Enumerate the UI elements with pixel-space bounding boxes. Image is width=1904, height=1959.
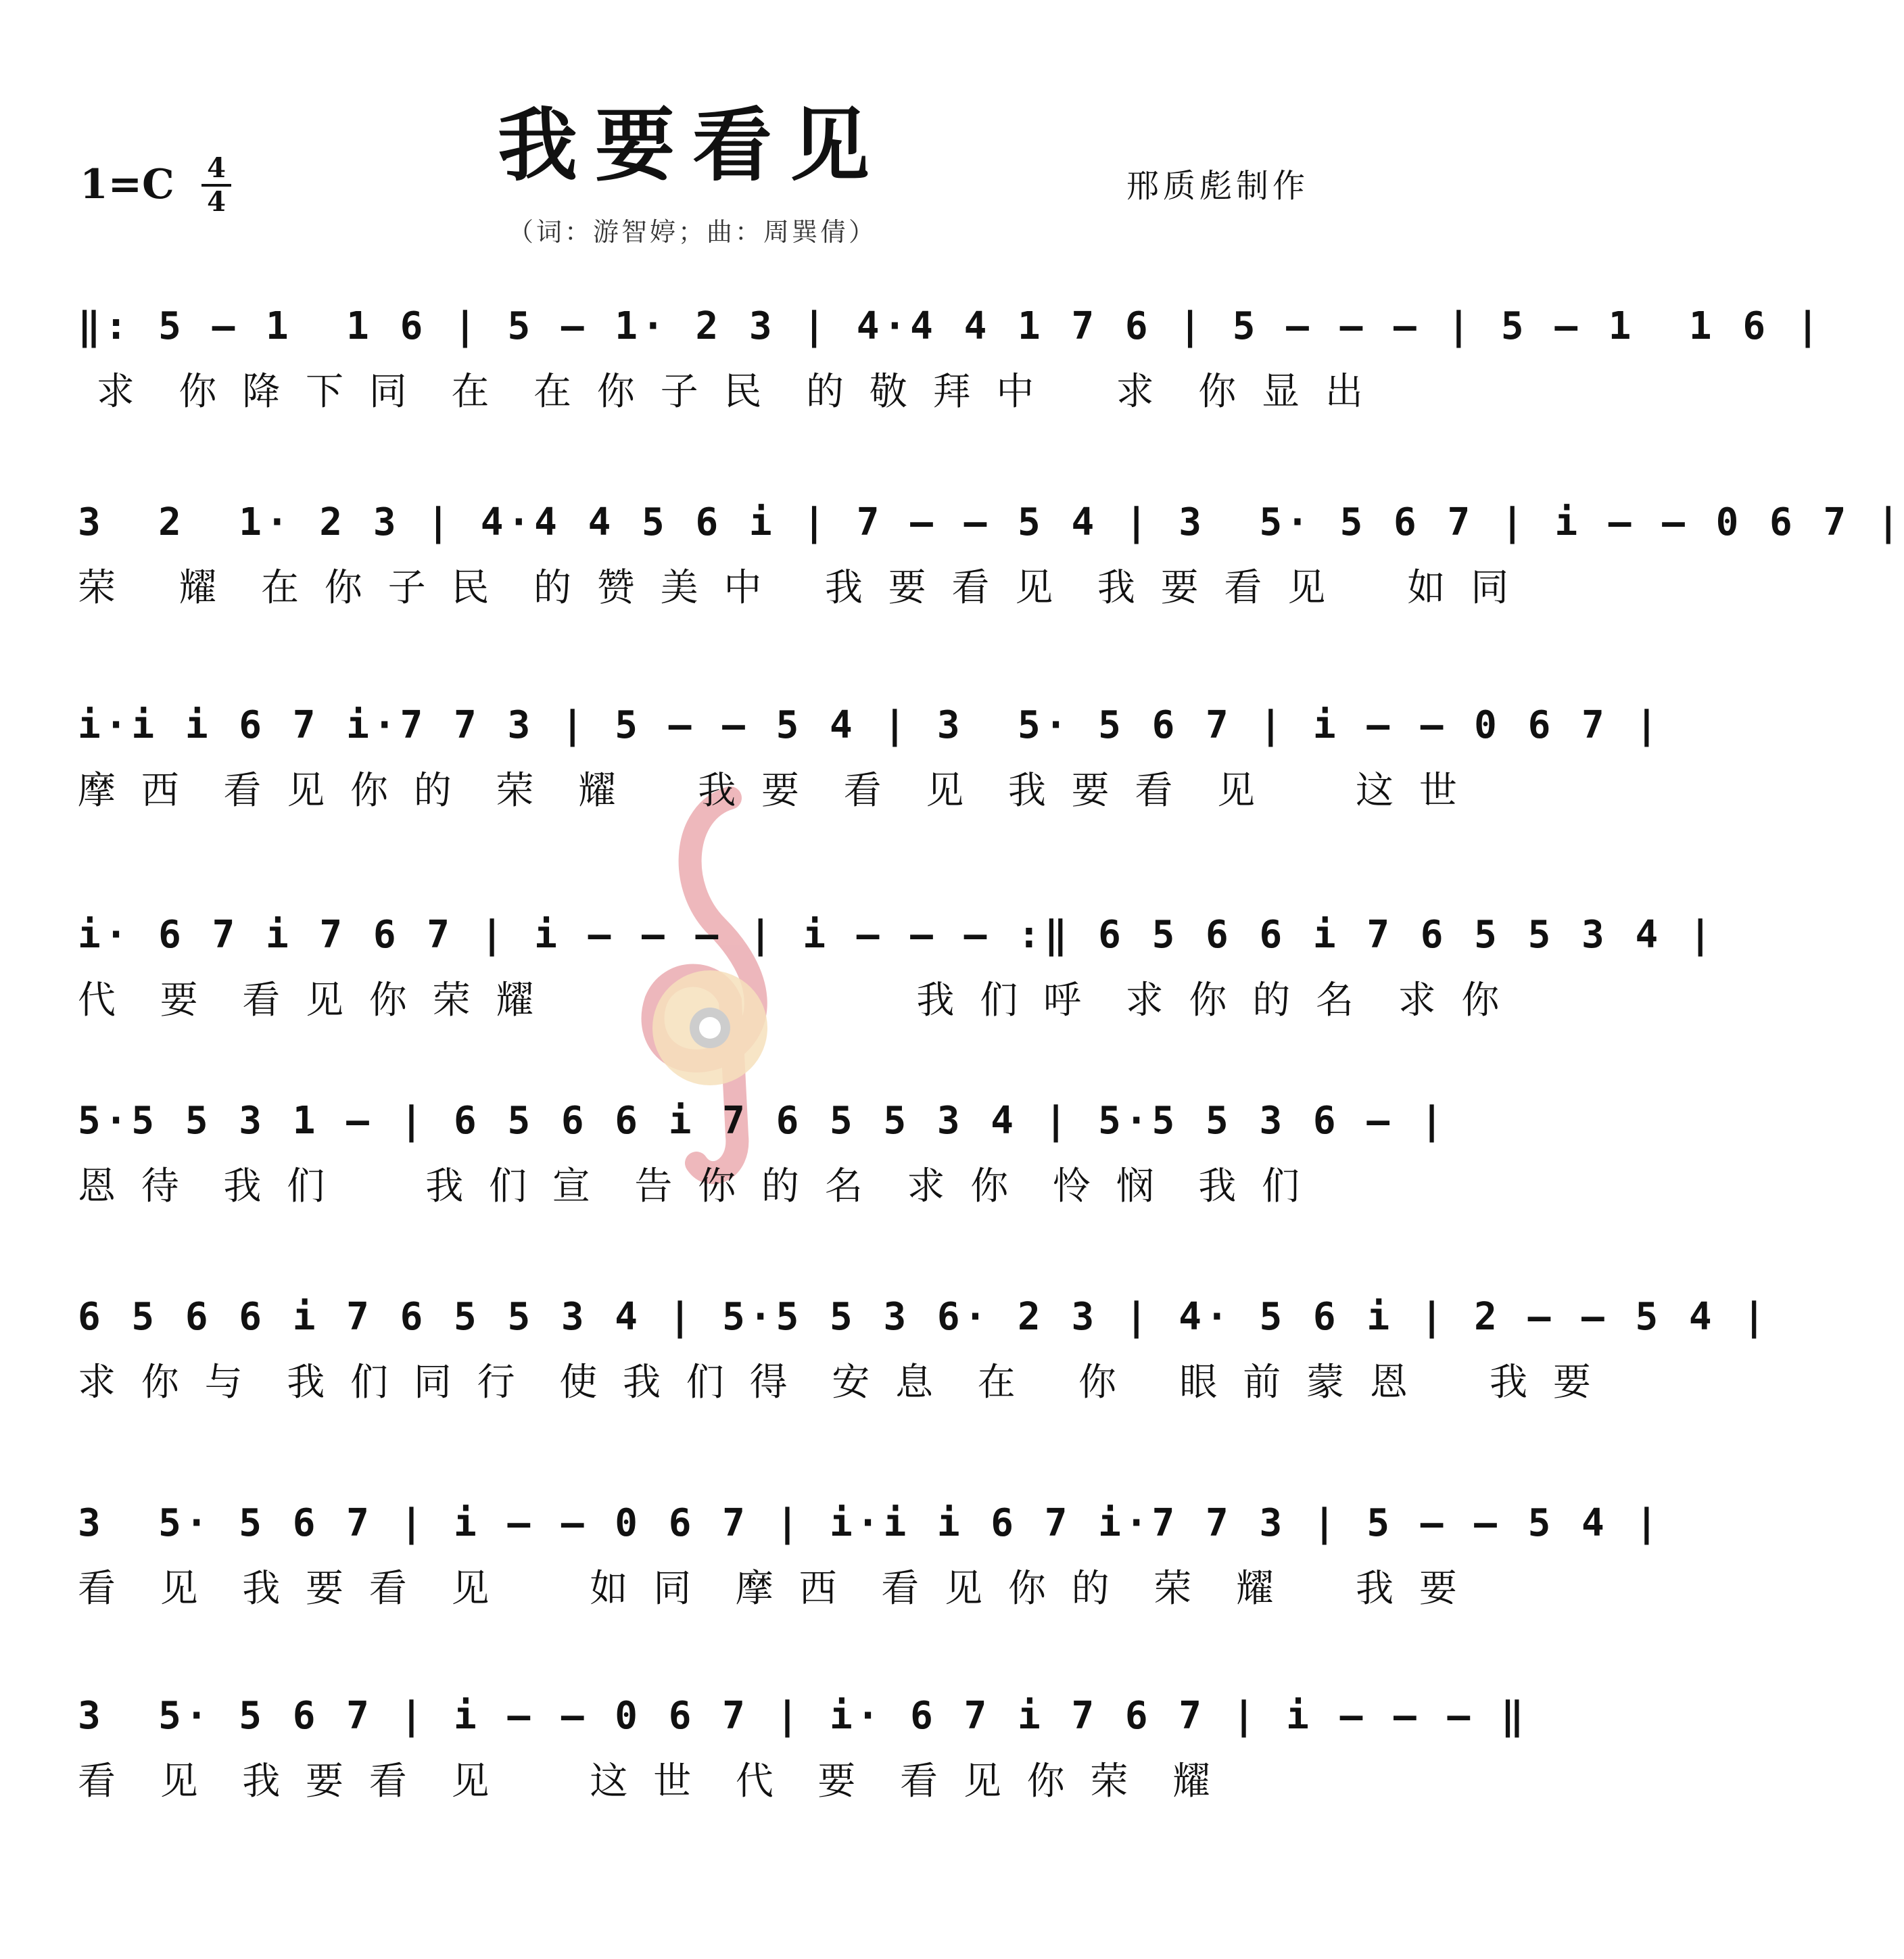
music-system-5 [78, 1092, 1448, 1227]
key-signature: 1=C [80, 161, 174, 208]
lyrics-line: 求 你 降 下 同 在 在 你 子 民 的 敬 拜 中 求 你 显 出 [78, 370, 1370, 414]
meter-top: 4 [207, 152, 226, 184]
music-system-3 [78, 697, 1663, 832]
music-system-6 [78, 1288, 1770, 1423]
music-system-8 [78, 1687, 1528, 1822]
lyrics-line: 荣 耀 在 你 子 民 的 赞 美 中 我 要 看 见 我 要 看 见 如 同 [78, 566, 1516, 610]
music-system-1 [78, 298, 1824, 433]
lyricist-composer-credit: （词：游智婷；曲：周巽倩） [507, 217, 877, 247]
maker-credit: 邢质彪制作 [1126, 167, 1309, 205]
song-title: 我要看见 [497, 98, 887, 192]
notation-line: 3 5· 5 6 7 | i – – 0 6 7 | i·i i 6 7 i·7 7 3 | 5 – – 5 4 | [78, 1501, 1663, 1545]
music-system-4 [78, 906, 1716, 1041]
music-system-2 [78, 494, 1904, 629]
notation-line: 3 2 1· 2 3 | 4·4 4 5 6 i | 7 – – 5 4 | 3 5· 5 6 7 | i – – 0 6 7 | [78, 500, 1904, 544]
notation-line: i·i i 6 7 i·7 7 3 | 5 – – 5 4 | 3 5· 5 6 7 | i – – 0 6 7 | [78, 703, 1663, 747]
notation-line: i· 6 7 i 7 6 7 | i – – – | i – – – :‖ 6 5 6 6 i 7 6 5 5 3 4 | [78, 913, 1716, 957]
time-signature [201, 154, 231, 216]
notation-line: 3 5· 5 6 7 | i – – 0 6 7 | i· 6 7 i 7 6 7 | i – – – ‖ [78, 1694, 1528, 1738]
lyrics-line: 恩 待 我 们 我 们 宣 告 你 的 名 求 你 怜 悯 我 们 [78, 1164, 1307, 1208]
notation-line: 5·5 5 3 1 – | 6 5 6 6 i 7 6 5 5 3 4 | 5·5 5 3 6 – | [78, 1099, 1448, 1143]
lyrics-line: 代 要 看 见 你 荣 耀 我 们 呼 求 你 的 名 求 你 [78, 978, 1506, 1022]
lyrics-line: 看 见 我 要 看 见 这 世 代 要 看 见 你 荣 耀 [78, 1760, 1218, 1803]
notation-line: ‖: 5 – 1 1 6 | 5 – 1· 2 3 | 4·4 4 1 7 6 | 5 – – – | 5 – 1 1 6 | [78, 304, 1824, 348]
lyrics-line: 摩 西 看 见 你 的 荣 耀 我 要 看 见 我 要 看 见 这 世 [78, 769, 1464, 813]
music-system-7 [78, 1494, 1663, 1630]
meter-bottom: 4 [207, 186, 226, 218]
lyrics-line: 求 你 与 我 们 同 行 使 我 们 得 安 息 在 你 眼 前 蒙 恩 我 要 [78, 1361, 1598, 1405]
notation-line: 6 5 6 6 i 7 6 5 5 3 4 | 5·5 5 3 6· 2 3 | 4· 5 6 i | 2 – – 5 4 | [78, 1295, 1770, 1339]
lyrics-line: 看 见 我 要 看 见 如 同 摩 西 看 见 你 的 荣 耀 我 要 [78, 1567, 1464, 1611]
